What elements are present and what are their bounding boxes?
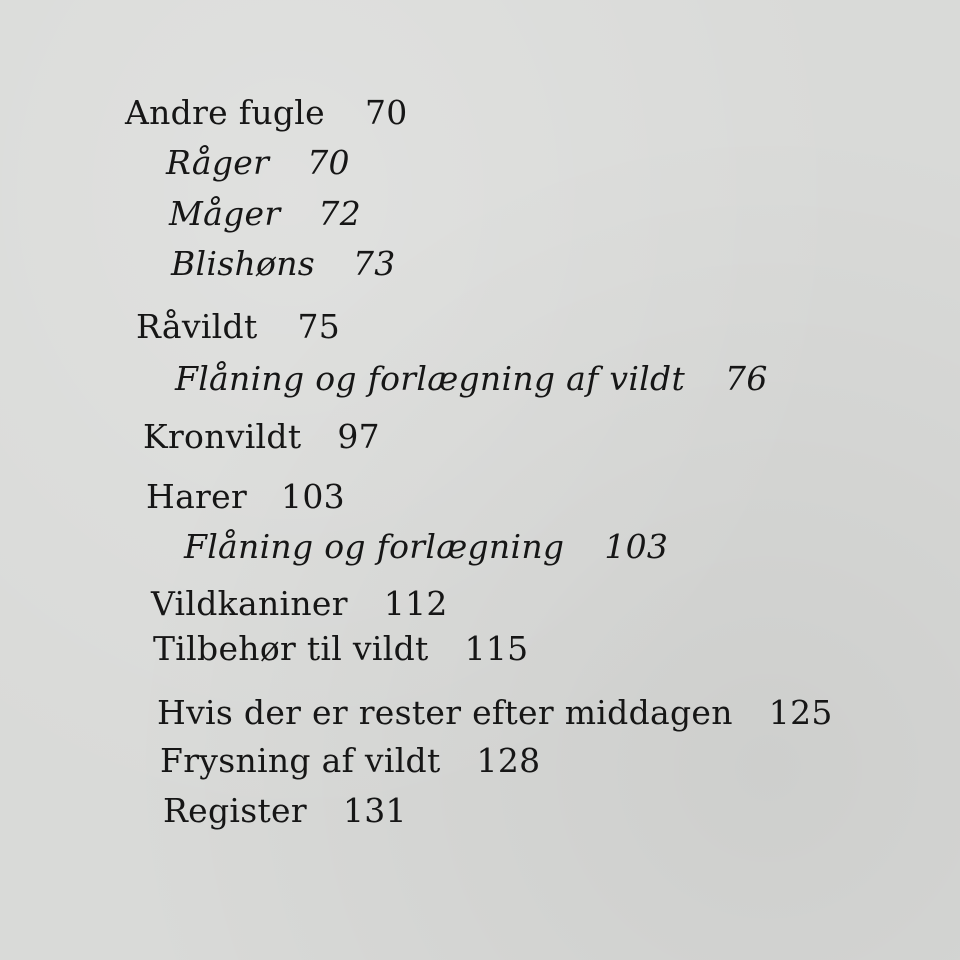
toc-page-number: 103 bbox=[281, 477, 345, 516]
toc-page-number: 70 bbox=[307, 143, 350, 182]
toc-page-number: 70 bbox=[364, 93, 408, 132]
toc-title: Flåning og forlægning af vildt bbox=[175, 359, 686, 398]
toc-subentry-mager bbox=[169, 194, 361, 233]
toc-entry-andre-fugle bbox=[125, 93, 408, 132]
toc-page-number: 103 bbox=[604, 527, 669, 566]
toc-page-number: 76 bbox=[725, 359, 768, 398]
toc-title: Andre fugle bbox=[125, 93, 325, 132]
toc-entry-rester bbox=[157, 693, 833, 732]
toc-page-number: 131 bbox=[342, 791, 407, 830]
toc-page-number: 125 bbox=[768, 693, 833, 732]
toc-entry-register bbox=[163, 791, 407, 830]
toc-title: Harer bbox=[146, 477, 248, 516]
toc-page-number: 115 bbox=[464, 629, 529, 668]
toc-entry-tilbehor bbox=[153, 629, 529, 668]
toc-entry-ravildt bbox=[136, 307, 341, 346]
toc-page-number: 73 bbox=[353, 244, 396, 283]
toc-page-number: 112 bbox=[383, 584, 448, 623]
toc-entry-vildkaniner bbox=[151, 584, 448, 623]
toc-subentry-blishons bbox=[171, 244, 396, 283]
toc-title: Råger bbox=[166, 143, 270, 182]
toc-title: Register bbox=[163, 791, 307, 830]
toc-subentry-flaning-vildt bbox=[175, 359, 768, 398]
toc-subentry-rager bbox=[166, 143, 350, 182]
toc-title: Kronvildt bbox=[143, 417, 302, 456]
toc-title: Frysning af vildt bbox=[160, 741, 441, 780]
toc-title: Flåning og forlægning bbox=[184, 527, 565, 566]
toc-subentry-flaning bbox=[184, 527, 669, 566]
toc-page-number: 97 bbox=[337, 417, 380, 456]
toc-title: Måger bbox=[169, 194, 281, 233]
toc-title: Hvis der er rester efter middagen bbox=[157, 693, 733, 732]
toc-title: Råvildt bbox=[136, 307, 258, 346]
toc-title: Tilbehør til vildt bbox=[153, 629, 429, 668]
toc-page-number: 75 bbox=[297, 307, 341, 346]
toc-entry-harer bbox=[146, 477, 345, 516]
toc-page-number: 72 bbox=[318, 194, 361, 233]
toc-title: Vildkaniner bbox=[151, 584, 348, 623]
toc-entry-frysning bbox=[160, 741, 541, 780]
toc-title: Blishøns bbox=[171, 244, 316, 283]
toc-entry-kronvildt bbox=[143, 417, 380, 456]
toc-page-number: 128 bbox=[476, 741, 541, 780]
